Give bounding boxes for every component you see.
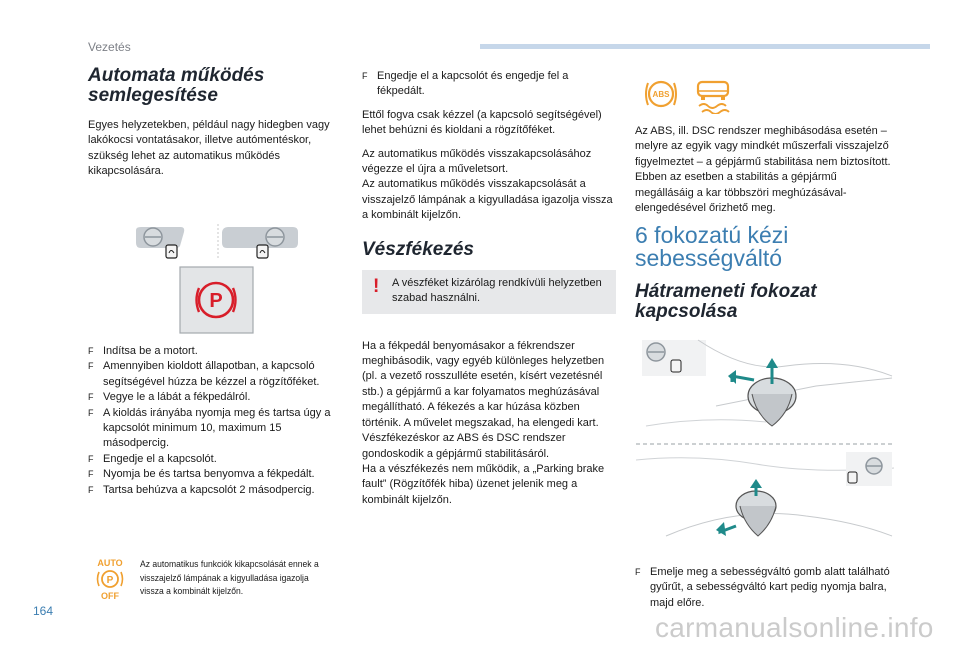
list-item: F Emelje meg a sebességváltó gomb alatt található gyűrűt, a sebességváltó kart pedig nyomja balra, majd előre. bbox=[635, 566, 890, 609]
list-item: F Tartsa behúzva a kapcsolót 2 másodpercig. bbox=[88, 483, 315, 496]
auto-p-off-icon bbox=[91, 557, 129, 601]
column-2 bbox=[362, 69, 616, 516]
auto-off-note: Az automatikus funkciók kikapcsolását ennek a visszajelző lámpának a kigyulladása igazolja vissza a kombinált kijelzőn. bbox=[140, 559, 319, 597]
list-item: F Amennyiben kioldott állapotban, a kapcsoló segítségével húzza be kézzel a rögzítőféket. bbox=[88, 360, 320, 388]
column-1 bbox=[88, 66, 346, 188]
list-item: F Engedje el a kapcsolót. bbox=[88, 452, 217, 465]
warning-text: A vészféket kizárólag rendkívüli helyzetben szabad használni. bbox=[392, 276, 602, 304]
watermark: carmanualsonline.info bbox=[655, 612, 934, 643]
header-section-label: Vezetés bbox=[88, 40, 131, 54]
abs-dsc-paragraph: Az ABS, ill. DSC rendszer meghibásodása esetén – melyre az egyik vagy mindkét műszerfali visszajelző figyelmeztet – a gépjármű stabilitása nem biztosított. Ebben az esetben a stabilitás a gépjármű megállásáig a kar többszöri meghúzásával-elengedésével őrizhető meg. bbox=[635, 125, 891, 215]
svg-text:P: P bbox=[209, 290, 223, 312]
list-item: F A kioldás irányába nyomja meg és tartsa úgy a kapcsolót minimum 10, maximum 15 másodpercig. bbox=[88, 406, 331, 450]
reverse-gear-steps bbox=[635, 565, 897, 611]
svg-text:OFF: OFF bbox=[101, 591, 119, 601]
reverse-gear-figure bbox=[636, 336, 894, 560]
page-number: 164 bbox=[33, 604, 54, 618]
svg-text:ABS: ABS bbox=[652, 90, 670, 99]
manual-gearbox-title: 6 fokozatú kézi sebességváltó bbox=[635, 222, 789, 272]
warning-box bbox=[362, 270, 616, 314]
column-3 bbox=[635, 124, 897, 322]
svg-text:AUTO: AUTO bbox=[97, 558, 123, 568]
parking-brake-switch-figure bbox=[133, 224, 303, 336]
manual-only-paragraph: Ettől fogva csak kézzel (a kapcsoló segítségével) lehet behúzni és kioldani a rögzítőféket. bbox=[362, 108, 602, 137]
auto-off-intro: Egyes helyzetekben, például nagy hidegben vagy lakókocsi vontatásakor, illetve autómentéskor, szükség lehet az automatikus működés kikapcsolására. bbox=[88, 119, 330, 178]
auto-off-steps bbox=[88, 344, 350, 498]
auto-off-title: Automata működés semlegesítése bbox=[88, 65, 265, 106]
reactivation-paragraph: Az automatikus működés visszakapcsolásához végezze el újra a műveletsort. Az automatikus működés visszakapcsolását a visszajelző lámpának a kigyulladása igazolja vissza a kombinált kijelzőn. bbox=[362, 147, 613, 222]
reverse-gear-title: Hátrameneti fokozat kapcsolása bbox=[635, 281, 817, 323]
list-item: F Indítsa be a motort. bbox=[88, 345, 198, 357]
list-item: F Engedje el a kapcsolót és engedje fel a fékpedált. bbox=[362, 70, 569, 98]
abs-dsc-warning-icons bbox=[645, 74, 745, 114]
list-item: F Nyomja be és tartsa benyomva a fékpedált. bbox=[88, 468, 315, 481]
list-item: F Vegye le a lábát a fékpedálról. bbox=[88, 391, 251, 404]
header-bar bbox=[480, 44, 930, 49]
emergency-braking-title: Vészfékezés bbox=[362, 238, 474, 260]
emergency-braking-paragraph: Ha a fékpedál benyomásakor a fékrendszer meghibásodik, vagy egyéb különleges helyzetben (pl. a vezető rosszulléte esetén, kísért vezetésnél stb.) a gépjármű a kar folyamatos meghúzásával megállítható. A fékezés a kar húzása közben történik. A művelet megszakad, ha elengedi kart. Vészfékezéskor az ABS és DSC rendszer gondoskodik a gépjármű stabilitásáról. Ha a vészfékezés nem működik, a „Parking brake fault” (Rögzítőfék hiba) üzenet jelenik meg a kombinált kijelzőn. bbox=[362, 339, 605, 506]
svg-text:P: P bbox=[106, 575, 114, 586]
warning-icon: ! bbox=[373, 275, 380, 297]
